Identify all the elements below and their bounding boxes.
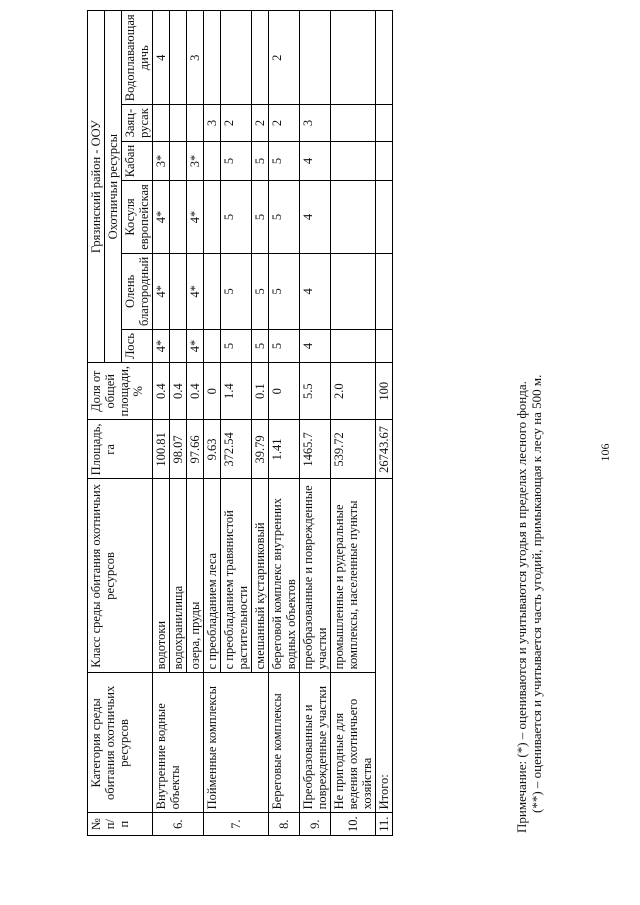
header-category: Категория среды обитания охотничьих ресурсов [88, 673, 153, 813]
row-score: 4* [153, 329, 170, 362]
row-score: 4* [153, 253, 170, 329]
row-score [170, 253, 187, 329]
row-score: 3 [300, 105, 331, 142]
row-class: береговой комплекс внутренних водных объектов [269, 479, 300, 673]
row-score: 2 [221, 105, 252, 142]
total-num: 11. [376, 813, 393, 836]
row-share: 0 [269, 362, 300, 420]
total-score [376, 329, 393, 362]
row-score: 5 [252, 329, 269, 362]
row-score [331, 105, 376, 142]
row-score [170, 11, 187, 105]
total-area: 26743.67 [376, 420, 393, 479]
row-score: 3 [204, 105, 221, 142]
row-area: 1.41 [269, 420, 300, 479]
table-row [331, 11, 376, 836]
row-score [331, 11, 376, 105]
row-area: 9.63 [204, 420, 221, 479]
row-class: преобразованные и поврежденные участки [300, 479, 331, 673]
row-share: 2.0 [331, 362, 376, 420]
row-area: 39.79 [252, 420, 269, 479]
table-row [204, 11, 221, 836]
header-class: Класс среды обитания охотничьих ресурсов [88, 479, 153, 673]
row-score: 5 [221, 181, 252, 254]
row-score [331, 329, 376, 362]
row-class: с преобладанием травянистой растительности [221, 479, 252, 673]
row-score [300, 11, 331, 105]
footnotes [515, 375, 545, 833]
row-score [153, 105, 170, 142]
row-class: озера, пруды [187, 479, 204, 673]
total-score [376, 105, 393, 142]
row-score: 2 [269, 105, 300, 142]
row-score: 3* [187, 141, 204, 180]
row-score: 2 [252, 105, 269, 142]
row-category: Не пригодные для ведения охотничьего хозяйства [331, 673, 376, 813]
header-share: Доля от общей площади, % [88, 362, 153, 420]
header-row-1 [88, 11, 105, 836]
row-share: 0 [204, 362, 221, 420]
header-num: № п/п [88, 813, 153, 836]
row-class: промышленные и рудеральные комплексы, населенные пункты [331, 479, 376, 673]
row-score: 4* [187, 253, 204, 329]
row-score: 5 [269, 253, 300, 329]
row-score [221, 11, 252, 105]
row-score: 3 [187, 11, 204, 105]
row-category: Внутренние водные объекты [153, 673, 204, 813]
row-score: 5 [221, 253, 252, 329]
row-score [204, 181, 221, 254]
row-score [170, 105, 187, 142]
row-score: 4* [187, 181, 204, 254]
row-score: 4* [187, 329, 204, 362]
row-share: 0.4 [170, 362, 187, 420]
footnote-1: Примечание: (*) – оцениваются и учитываются угодья в пределах лесного фонда. [514, 381, 529, 833]
row-area: 97.66 [187, 420, 204, 479]
header-species: Косуля европейская [122, 181, 153, 254]
row-share: 1.4 [221, 362, 252, 420]
row-score: 5 [221, 329, 252, 362]
total-score [376, 181, 393, 254]
table-row [269, 11, 300, 836]
row-share: 0.1 [252, 362, 269, 420]
row-area: 539.72 [331, 420, 376, 479]
row-score: 3* [153, 141, 170, 180]
row-score: 5 [269, 141, 300, 180]
row-num: 8. [269, 813, 300, 836]
row-area: 372.54 [221, 420, 252, 479]
row-score: 5 [252, 141, 269, 180]
row-score: 5 [252, 181, 269, 254]
row-area: 98.07 [170, 420, 187, 479]
row-score [331, 181, 376, 254]
row-score [331, 253, 376, 329]
row-score [170, 329, 187, 362]
row-score [204, 253, 221, 329]
header-species: Кабан [122, 141, 153, 180]
row-score: 4 [153, 11, 170, 105]
row-score: 5 [221, 141, 252, 180]
row-category: Преобразованные и поврежденные участки [300, 673, 331, 813]
row-area: 1465.7 [300, 420, 331, 479]
row-category: Береговые комплексы [269, 673, 300, 813]
row-share: 0.4 [187, 362, 204, 420]
row-area: 100.81 [153, 420, 170, 479]
row-score: 4* [153, 181, 170, 254]
total-score [376, 141, 393, 180]
header-species: Заяц-русак [122, 105, 153, 142]
row-class: водотоки [153, 479, 170, 673]
page-number: 106 [598, 443, 612, 462]
row-num: 10. [331, 813, 376, 836]
total-score [376, 11, 393, 105]
row-score [170, 141, 187, 180]
row-share: 5.5 [300, 362, 331, 420]
row-score [252, 11, 269, 105]
header-resources: Охотничьи ресурсы [105, 11, 122, 363]
header-species: Олень благородный [122, 253, 153, 329]
footnote-2: (**) – оценивается и учитывается часть угодий, примыкающая к лесу на 500 м. [528, 374, 544, 813]
total-score [376, 253, 393, 329]
total-share: 100 [376, 362, 393, 420]
row-score [204, 329, 221, 362]
row-share: 0.4 [153, 362, 170, 420]
total-label: Итого: [376, 479, 393, 813]
header-area: Площадь, га [88, 420, 153, 479]
habitat-table [87, 10, 393, 836]
row-score [170, 181, 187, 254]
table-row [153, 11, 170, 836]
row-score [187, 105, 204, 142]
row-num: 7. [204, 813, 269, 836]
row-score: 5 [269, 329, 300, 362]
row-category: Пойменные комплексы [204, 673, 269, 813]
table-body [88, 11, 393, 836]
table-row [300, 11, 331, 836]
row-class: с преобладанием леса [204, 479, 221, 673]
row-class: водохранилища [170, 479, 187, 673]
header-region: Грязинский район - ООУ [88, 11, 105, 363]
row-score: 4 [300, 181, 331, 254]
row-score: 5 [252, 253, 269, 329]
row-score: 4 [300, 329, 331, 362]
row-class: смешанный кустарниковый [252, 479, 269, 673]
header-species: Лось [122, 329, 153, 362]
row-num: 6. [153, 813, 204, 836]
row-score: 4 [300, 141, 331, 180]
row-score [204, 11, 221, 105]
header-species: Водоплавающая дичь [122, 11, 153, 105]
row-score: 5 [269, 181, 300, 254]
row-score: 4 [300, 253, 331, 329]
row-num: 9. [300, 813, 331, 836]
total-row [376, 11, 393, 836]
row-score [204, 141, 221, 180]
row-score [331, 141, 376, 180]
row-score: 2 [269, 11, 300, 105]
